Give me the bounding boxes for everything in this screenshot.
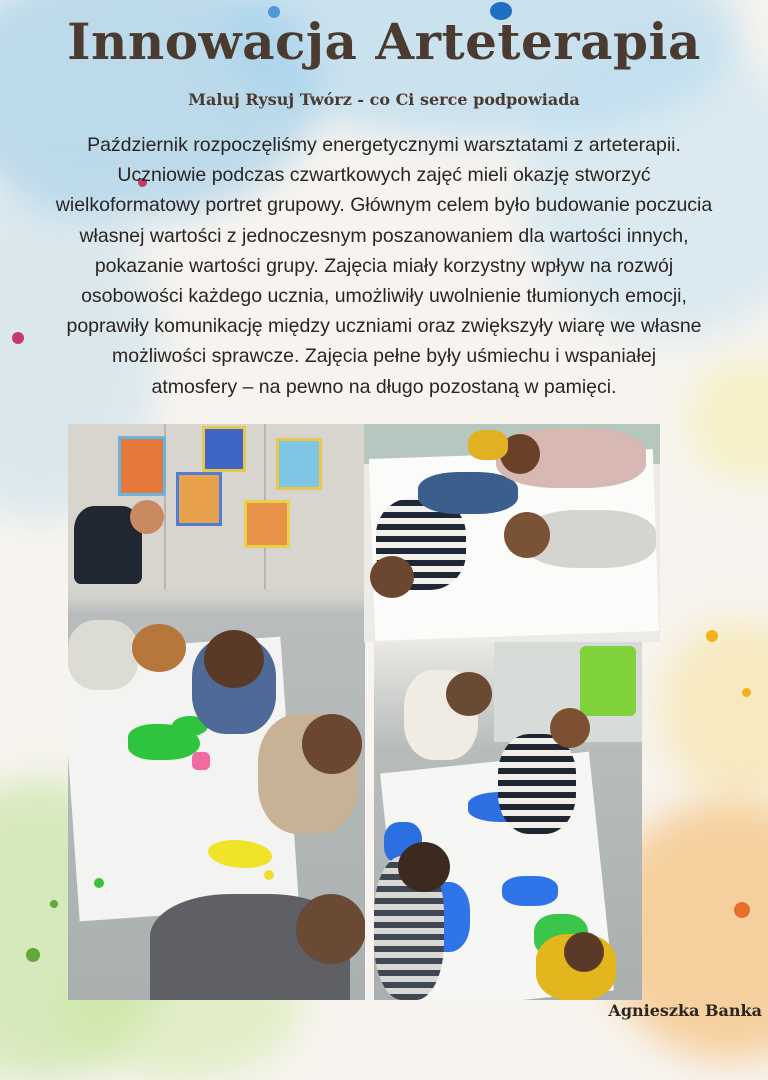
body-line: Październik rozpoczęliśmy energetycznymi warsztatami z arteterapii. [87, 134, 681, 156]
body-line: Uczniowie podczas czwartkowych zajęć mieli okazję stworzyć [117, 164, 651, 187]
body-line: osobowości każdego ucznia, umożliwiły uwolnienie tłumionych emocji, [81, 285, 687, 308]
body-line: wielkoformatowy portret grupowy. Głównym celem było budowanie poczucia [55, 194, 713, 217]
author-signature: Agnieszka Banka [608, 1001, 762, 1020]
page-subtitle: Maluj Rysuj Twórz - co Ci serce podpowiada [188, 90, 580, 109]
photo-children-painting-portrait [68, 424, 365, 1000]
watercolor-yellow-right [660, 620, 768, 800]
body-paragraph [16, 130, 752, 402]
paint-splash [742, 688, 751, 697]
body-line: własnej wartości z jednoczesnym poszanowaniem dla wartości innych, [79, 224, 689, 247]
body-line: pokazanie wartości grupy. Zajęcia miały korzystny wpływ na rozwój [94, 254, 674, 277]
page-title: Innowacja Arteterapia [67, 12, 701, 71]
paint-splash [26, 948, 40, 962]
photo-children-painting-blue [374, 642, 642, 1000]
body-line: atmosfery – na pewno na długo pozostaną w pamięci. [151, 375, 617, 398]
paint-splash [706, 630, 718, 642]
paint-splash [734, 902, 750, 918]
paint-splash [50, 900, 58, 908]
body-line: możliwości sprawcze. Zajęcia pełne były uśmiechu i wspaniałej [111, 345, 657, 368]
photo-children-lying-on-paper [364, 424, 660, 642]
body-line: poprawiły komunikację między uczniami oraz zwiększyły wiarę we własne [66, 315, 702, 338]
